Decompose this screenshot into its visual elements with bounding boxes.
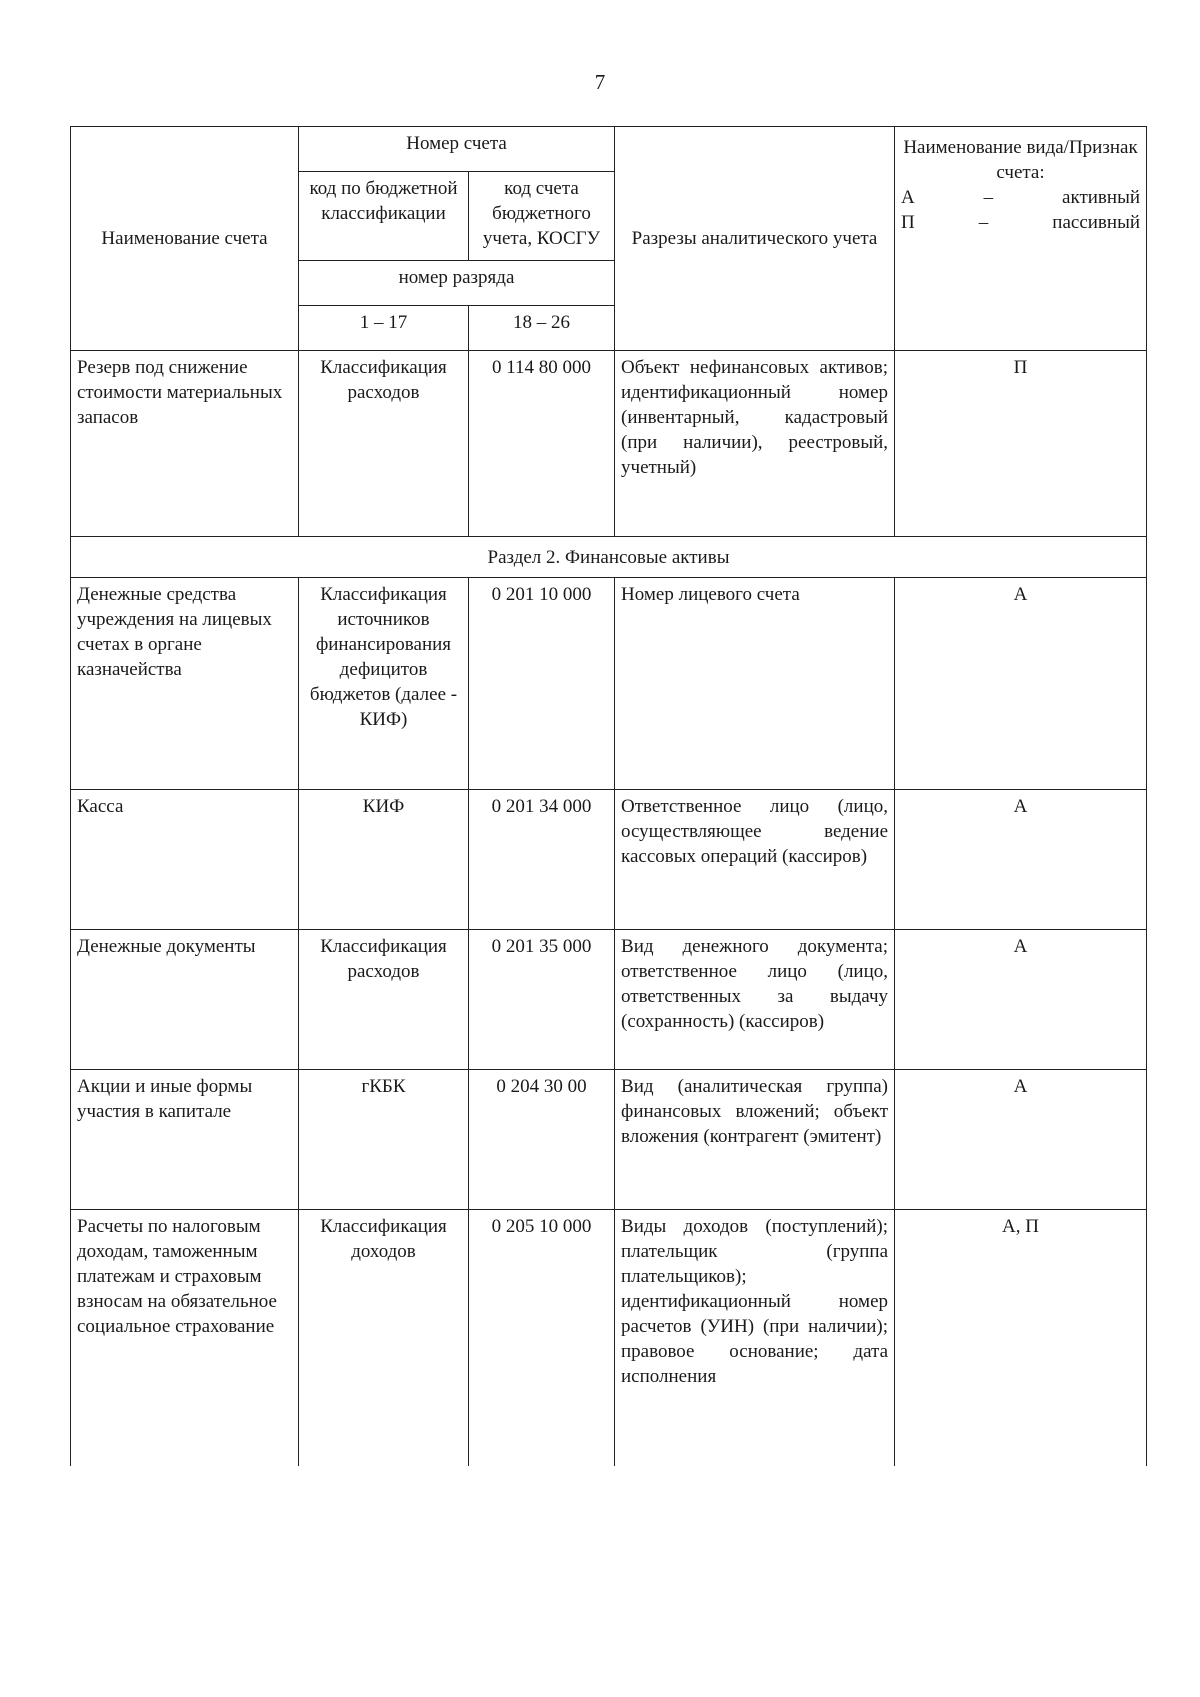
account-name: Резерв под снижение стоимости материальных запасов xyxy=(71,351,299,537)
analytics: Ответственное лицо (лицо, осуществляющее ведение кассовых операций (кассиров) xyxy=(615,790,895,930)
table-row xyxy=(71,1210,1147,1466)
header-analytics: Разрезы аналитического учета xyxy=(615,127,895,351)
account-name: Денежные средства учреждения на лицевых счетах в органе казначейства xyxy=(71,578,299,790)
analytics: Объект нефинансовых активов; идентификационный номер (инвентарный, кадастровый (при наличии), реестровый, учетный) xyxy=(615,351,895,537)
budget-code: гКБК xyxy=(299,1070,469,1210)
account-name: Акции и иные формы участия в капитале xyxy=(71,1070,299,1210)
budget-code: КИФ xyxy=(299,790,469,930)
header-code-account: код счета бюджетного учета, КОСГУ xyxy=(469,172,615,261)
account-sign: А xyxy=(895,930,1147,1070)
analytics: Вид (аналитическая группа) финансовых вложений; объект вложения (контрагент (эмитент) xyxy=(615,1070,895,1210)
budget-code: Классификация расходов xyxy=(299,930,469,1070)
table-row xyxy=(71,1070,1147,1210)
header-code-budget: код по бюджетной классификации xyxy=(299,172,469,261)
budget-code: Классификация расходов xyxy=(299,351,469,537)
account-sign: А xyxy=(895,1070,1147,1210)
account-code: 0 204 30 00 xyxy=(469,1070,615,1210)
header-sign-title: Наименование вида/Признак счета: xyxy=(903,137,1138,183)
header-account-number: Номер счета xyxy=(299,127,615,172)
account-sign: А xyxy=(895,790,1147,930)
table-row xyxy=(71,578,1147,790)
header-digit-number: номер разряда xyxy=(299,261,615,306)
account-name: Касса xyxy=(71,790,299,930)
header-account-name: Наименование счета xyxy=(71,127,299,351)
account-name: Расчеты по налоговым доходам, таможенным платежам и страховым взносам на обязательное социальное страхование xyxy=(71,1210,299,1466)
account-name: Денежные документы xyxy=(71,930,299,1070)
account-code: 0 114 80 000 xyxy=(469,351,615,537)
header-sign xyxy=(895,127,1147,351)
table-row xyxy=(71,930,1147,1070)
account-sign: А xyxy=(895,578,1147,790)
budget-code: Классификация источников финансирования дефицитов бюджетов (далее - КИФ) xyxy=(299,578,469,790)
table-row xyxy=(71,351,1147,537)
section-row xyxy=(71,537,1147,578)
header-sign-active: А – активный xyxy=(901,187,1141,208)
header-sign-passive: П – пассивный xyxy=(901,212,1141,233)
budget-code: Классификация доходов xyxy=(299,1210,469,1466)
account-sign: А, П xyxy=(895,1210,1147,1466)
table-row xyxy=(71,790,1147,930)
header-digits-2: 18 – 26 xyxy=(469,306,615,351)
account-code: 0 201 10 000 xyxy=(469,578,615,790)
account-code: 0 201 35 000 xyxy=(469,930,615,1070)
analytics: Вид денежного документа; ответственное лицо (лицо, ответственных за выдачу (сохранность) (кассиров) xyxy=(615,930,895,1070)
account-code: 0 205 10 000 xyxy=(469,1210,615,1466)
page-number: 7 xyxy=(594,70,606,94)
header-row xyxy=(71,127,1147,172)
account-code: 0 201 34 000 xyxy=(469,790,615,930)
analytics: Номер лицевого счета xyxy=(615,578,895,790)
analytics: Виды доходов (поступлений); плательщик (группа плательщиков); идентификационный номер расчетов (УИН) (при наличии); правовое основание; дата исполнения xyxy=(615,1210,895,1466)
accounts-table xyxy=(70,126,1147,1466)
section-title: Раздел 2. Финансовые активы xyxy=(71,537,1147,578)
header-digits-1: 1 – 17 xyxy=(299,306,469,351)
account-sign: П xyxy=(895,351,1147,537)
